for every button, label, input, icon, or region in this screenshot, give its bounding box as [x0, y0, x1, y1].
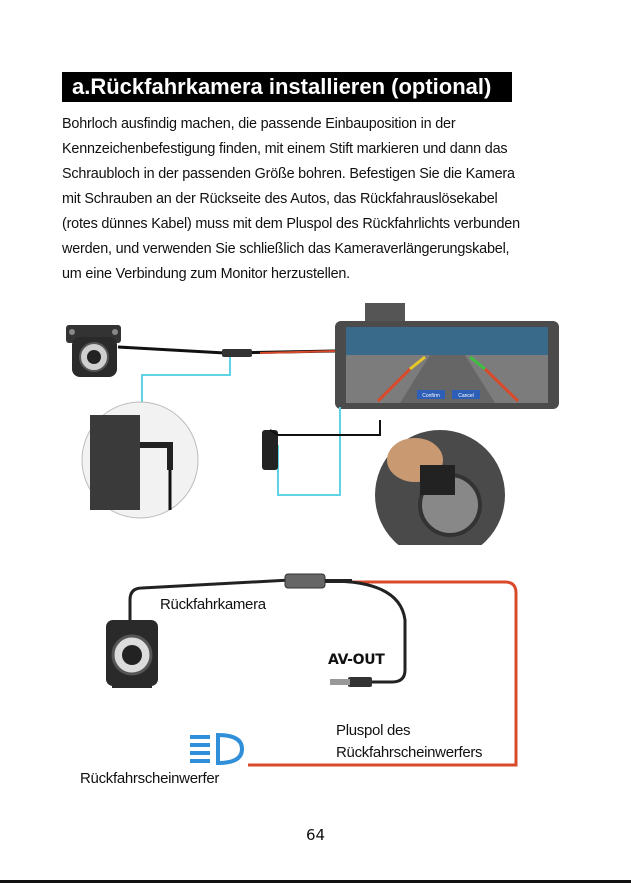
inline-connector [285, 574, 325, 588]
mirror-monitor [335, 303, 559, 409]
cable-connector [222, 349, 252, 357]
label-plus-pole-line1: Pluspol des [336, 722, 411, 739]
section-heading: a.Rückfahrkamera installieren (optional) [62, 72, 512, 102]
page-number: 64 [305, 826, 326, 844]
paragraph-line: um eine Verbindung zum Monitor herzustellen. [62, 266, 350, 282]
rear-camera-icon [106, 620, 158, 688]
rear-camera-icon [66, 325, 121, 377]
paragraph-line: mit Schrauben an der Rückseite des Autos, das Rückfahrauslösekabel [62, 191, 498, 207]
paragraph-line: Bohrloch ausfindig machen, die passende Einbauposition in der [62, 116, 456, 132]
paragraph-line: Schraubloch in der passenden Größe bohren. Befestigen Sie die Kamera [62, 166, 515, 182]
label-reverse-light: Rückfahrscheinwerfer [80, 770, 220, 787]
label-plus-pole-line2: Rückfahrscheinwerfers [336, 744, 483, 761]
paragraph-line: werden, und verwenden Sie schließlich das Kameraverlängerungskabel, [62, 241, 510, 257]
monitor-cancel-button: Cancel [458, 393, 474, 399]
wiring-diagram [0, 560, 631, 800]
label-av-out: AV-OUT [328, 652, 385, 668]
paragraph-line: Kennzeichenbefestigung finden, mit einem Stift markieren und dann das [62, 141, 508, 157]
car-charger-plug-icon [262, 420, 380, 470]
installation-illustration [0, 295, 631, 545]
av-out-jack-icon [330, 677, 372, 687]
av-jack-closeup [82, 402, 198, 518]
instruction-paragraph [62, 112, 572, 287]
reverse-light-icon [190, 735, 242, 763]
label-rear-camera: Rückfahrkamera [160, 596, 266, 613]
socket-closeup [375, 430, 505, 545]
monitor-confirm-button: Confirm [422, 393, 440, 399]
paragraph-line: (rotes dünnes Kabel) muss mit dem Pluspol des Rückfahrlichts verbunden [62, 216, 520, 232]
